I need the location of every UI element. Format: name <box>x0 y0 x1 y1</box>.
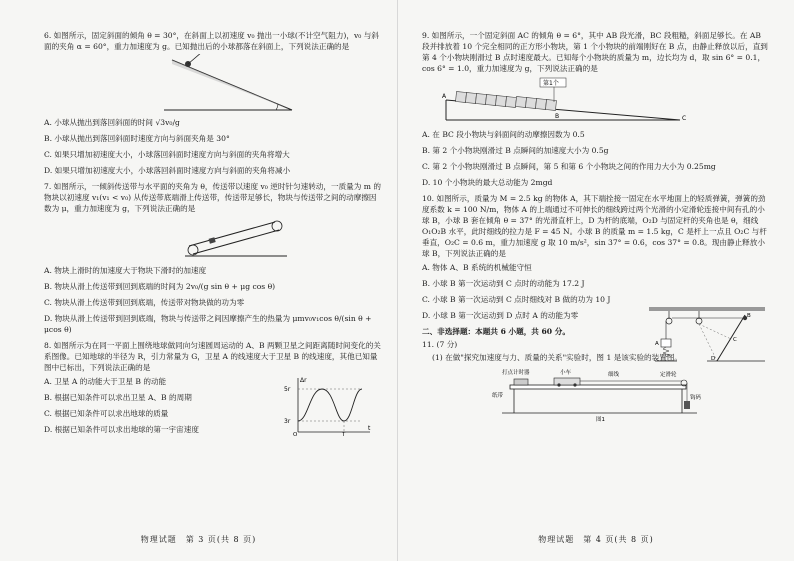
pulley-label: 定滑轮 <box>660 372 677 378</box>
svg-text:C: C <box>682 115 687 122</box>
experiment-apparatus-diagram <box>492 367 722 423</box>
question-7-option-d: D. 物块从滑上传送带到回到底端，物块与传送带之间因摩擦产生的热量为 μmv₀v₁cos θ/(sin θ + μcos θ) <box>44 314 372 334</box>
graph-ylabel: Δr <box>300 377 307 384</box>
graph-y2: 3r <box>284 418 291 425</box>
question-8-option-d: D. 根据已知条件可以求出地球的第一宇宙速度 <box>44 425 199 434</box>
question-7-option-b: B. 物块从滑上传送带到回到底端的时间为 2v₀/(g sin θ + μg cos θ) <box>44 282 276 291</box>
conveyor-belt-diagram <box>179 216 289 260</box>
question-10-option-b: B. 小球 B 第一次运动到 C 点时的动能为 17.2 J <box>422 279 585 288</box>
rope-label: 细线 <box>608 372 620 378</box>
figure-1-caption: 图1 <box>596 417 605 423</box>
graph-y1: 5r <box>284 386 291 393</box>
question-6-option-b: B. 小球从抛出到落回斜面时速度方向与斜面夹角是 30° <box>44 134 230 143</box>
svg-text:C: C <box>733 337 737 343</box>
question-8-stem: 8. 如图所示为在同一平面上围绕地球做同向匀速圆周运动的 A、B 两颗卫星之间距离随时间变化的关系图像。已知地球的半径为 R，引力常量为 G，卫星 A 的线速度大于卫星 B 的线速度，其他已知量图中已标出，下列说法正确的是 <box>44 341 381 372</box>
question-8 <box>44 340 383 437</box>
question-7-option-c: C. 物块从滑上传送带到回到底端，传送带对物块做的功为零 <box>44 298 245 307</box>
question-6-option-c: C. 如果只增加初速度大小，小球落回斜面时速度方向与斜面的夹角将增大 <box>44 150 290 159</box>
distance-time-graph <box>284 374 374 436</box>
question-9-option-c: C. 第 2 个小物块刚滑过 B 点瞬间，第 5 和第 6 个小物块之间的作用力大小为 0.25mg <box>422 162 716 171</box>
question-8-option-b: B. 根据已知条件可以求出卫星 A、B 的周期 <box>44 393 192 402</box>
svg-text:B: B <box>555 113 560 120</box>
first-block-label: 第1个 <box>543 80 559 87</box>
page-3-footer: 物理试题 第 3 页(共 8 页) <box>140 535 257 544</box>
question-11-head: 11. (7 分) <box>422 340 458 349</box>
weight-label: 钩码 <box>690 395 702 401</box>
pulley-rod-diagram <box>647 305 767 365</box>
question-9-option-d: D. 10 个小物块的最大总动能为 2mgd <box>422 178 553 187</box>
question-10-stem: 10. 如图所示，质量为 M = 2.5 kg 的物体 A，其下端拴接一固定在水平地面上的轻质弹簧，弹簧的劲度系数 k = 100 N/m，物体 A 的上端通过不可伸长的细线跨过两个光滑的小定滑轮连接中间有孔的小球 B，小球 B 套在倾角 θ = 37° 的光滑直杆上，D 为杆的底端，O₂D 与固定杆的夹角也是 θ，细线 O₁O₂B 水平，此时细线的拉力是 F = 45 N。小球 B 的质量 m = 1.5 kg，C 是杆上一点且 O₂C 与杆垂直，O₂C = 0.6 m，重力加速度 g 取 10 m/s²，sin 37° = 0.6，cos 37° = 0.8。现由静止释放小球 B，下列说法正确的是 <box>422 194 767 258</box>
svg-text:A: A <box>655 341 659 347</box>
question-9-option-a: A. 在 BC 段小物块与斜面间的动摩擦因数为 0.5 <box>422 130 585 139</box>
question-7 <box>44 181 383 337</box>
question-11-part-1: (1) 在做"探究加速度与力、质量的关系"实验时，图 1 是该实验的装置图。 <box>432 353 683 362</box>
question-6 <box>44 30 383 178</box>
question-9-stem: 9. 如图所示，一个固定斜面 AC 的倾角 θ = 6°，其中 AB 段光滑，BC 段粗糙，斜面足够长。在 AB 段并排放着 10 个完全相同的正方形小物块，第 1 个小物块的前端刚好在 B 点，由静止释放以后，直到第 4 个小物块刚滑过 B 点时速度最大。已知每个小物块的质量为 m，边长均为 d，取 sin 6° = 0.1，cos 6° = 1.0，重力加速度为 g，下列说法正确的是 <box>422 31 768 73</box>
question-7-option-a: A. 物块上滑时的加速度大于物块下滑时的加速度 <box>44 266 207 275</box>
question-9-option-b: B. 第 2 个小物块刚滑过 B 点瞬间的加速度大小为 0.5g <box>422 146 609 155</box>
question-6-option-d: D. 如果只增加初速度大小，小球落回斜面时速度方向与斜面的夹角将减小 <box>44 166 291 175</box>
incline-blocks-diagram <box>442 76 692 124</box>
tape-label: 纸带 <box>492 393 504 399</box>
question-10-option-c: C. 小球 B 第一次运动到 C 点时细线对 B 做的功为 10 J <box>422 295 611 304</box>
graph-xlabel: t <box>368 425 371 432</box>
timer-label: 打点计时器 <box>502 370 530 376</box>
graph-origin: O <box>293 432 298 436</box>
svg-text:A: A <box>442 93 447 100</box>
graph-x1: T <box>342 432 346 436</box>
page-4 <box>397 0 794 561</box>
section-2-heading: 二、非选择题：本题共 6 小题，共 60 分。 <box>422 327 570 336</box>
question-6-stem: 6. 如图所示，固定斜面的倾角 θ = 30°，在斜面上以初速度 v₀ 抛出一小球(不计空气阻力)，v₀ 与斜面的夹角 α = 60°，重力加速度为 g。已知抛出后的小球都落在斜面上，下列说法正确的是 <box>44 31 379 51</box>
question-6-figure <box>44 54 383 112</box>
page-4-footer: 物理试题 第 4 页(共 8 页) <box>538 535 654 544</box>
svg-text:B: B <box>747 313 751 319</box>
question-10-option-d: D. 小球 B 第一次运动到 D 点时 A 的动能为零 <box>422 311 579 320</box>
svg-text:D: D <box>711 356 716 362</box>
cart-label: 小车 <box>560 370 572 376</box>
question-9-figure <box>422 76 768 124</box>
question-11-figure <box>422 365 768 421</box>
question-6-option-a: A. 小球从抛出到落回斜面的时间 √3v₀/g <box>44 118 180 127</box>
question-8-option-a: A. 卫星 A 的动能大于卫星 B 的动能 <box>44 377 167 386</box>
question-7-figure <box>44 216 383 260</box>
question-8-option-c: C. 根据已知条件可以求出地球的质量 <box>44 409 169 418</box>
question-10-option-a: A. 物体 A、B 系统的机械能守恒 <box>422 263 532 272</box>
incline-throw-diagram <box>164 54 294 112</box>
question-9 <box>422 30 768 190</box>
question-7-stem: 7. 如图所示，一倾斜传送带与水平面的夹角为 θ，传送带以速度 v₀ 逆时针匀速转动，一质量为 m 的物块以初速度 v₁(v₁ < v₀) 从传送带底端滑上传送带，传送带足够长，物块与传送带之间的动摩擦因数为 μ，重力加速度为 g，下列说法正确的是 <box>44 182 381 213</box>
